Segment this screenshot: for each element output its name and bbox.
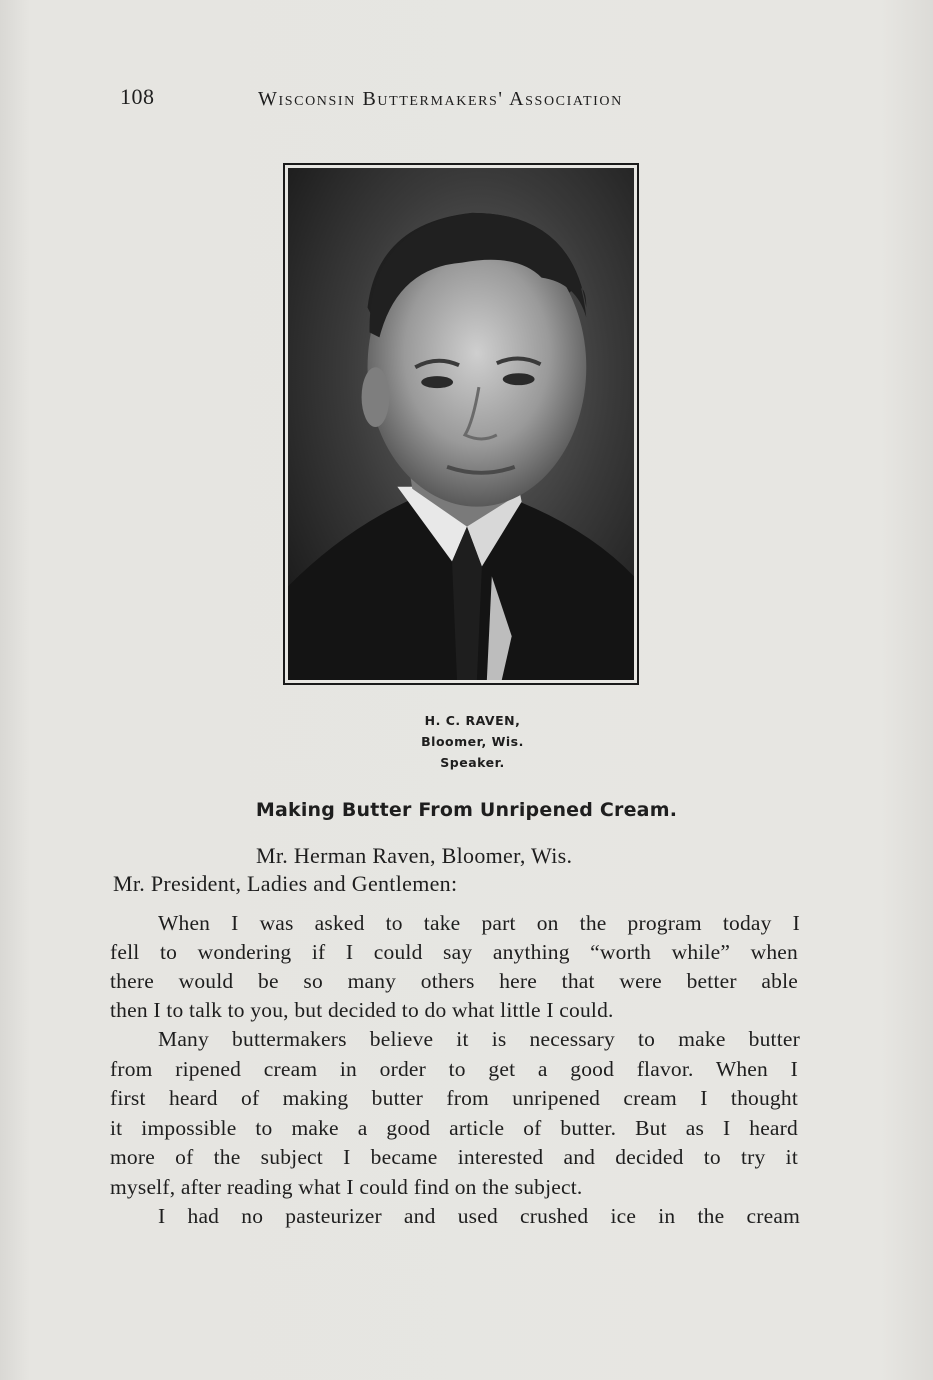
body-line: When I was asked to take part on the program today I <box>158 911 800 935</box>
body-line: there would be so many others here that were better able <box>110 969 798 993</box>
body-line: from ripened cream in order to get a good flavor. When I <box>110 1057 798 1081</box>
body-line: fell to wondering if I could say anything “worth while” when <box>110 940 798 964</box>
running-head: Wisconsin Buttermakers' Association <box>258 88 623 110</box>
caption-role: Speaker. <box>440 755 505 770</box>
body-line: Many buttermakers believe it is necessary to make butter <box>158 1027 800 1051</box>
body-line: then I to talk to you, but decided to do what little I could. <box>110 998 614 1022</box>
portrait-frame <box>283 163 639 685</box>
portrait-caption <box>0 710 933 773</box>
body-line: I had no pasteurizer and used crushed ice in the cream <box>158 1204 800 1228</box>
article-title: Making Butter From Unripened Cream. <box>255 799 678 821</box>
body-line: it impossible to make a good article of butter. But as I heard <box>110 1116 798 1140</box>
caption-location: Bloomer, Wis. <box>421 734 524 749</box>
portrait-photo <box>288 168 634 680</box>
article-author: Mr. Herman Raven, Bloomer, Wis. <box>256 843 573 868</box>
body-line: myself, after reading what I could find on the subject. <box>110 1175 583 1199</box>
caption-name: H. C. RAVEN, <box>424 713 521 728</box>
body-line: first heard of making butter from unripened cream I thought <box>110 1086 798 1110</box>
portrait-illustration <box>288 168 634 680</box>
body-line: more of the subject I became interested and decided to try it <box>110 1145 798 1169</box>
salutation: Mr. President, Ladies and Gentlemen: <box>113 871 458 896</box>
page-number: 108 <box>120 84 155 109</box>
